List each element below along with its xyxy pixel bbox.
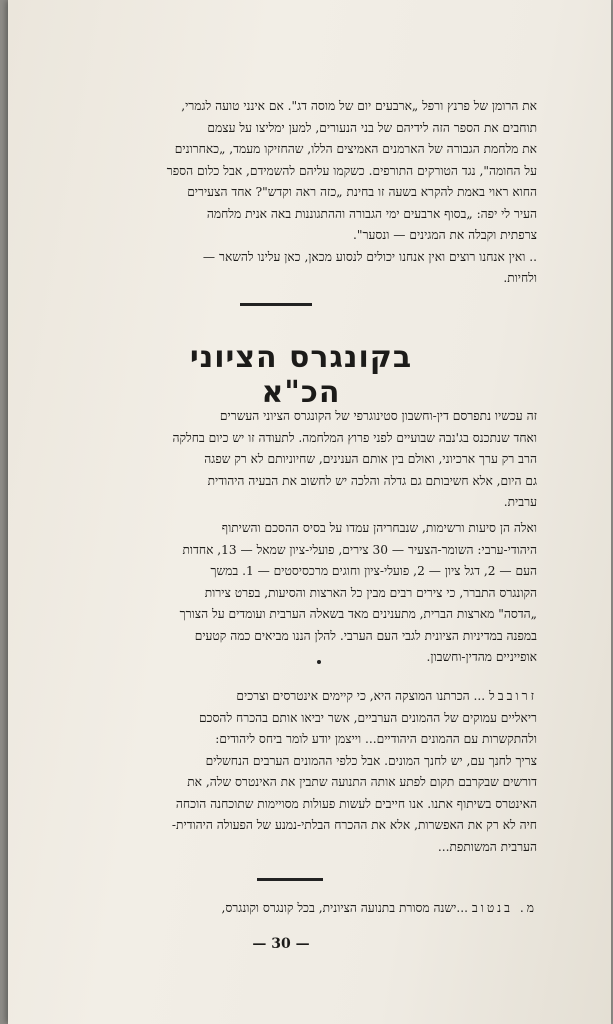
text-line: גם היום, אלא חשיבותם גם גדלה והלכה יש לחשוב את הבעיה היהודית — [207, 473, 537, 488]
text-line: אופייניים מהדין-וחשבון. — [426, 650, 537, 664]
text-line: את מלחמת הגבורה של הארמנים האמיצים הללו, שהחזיקו מעמד, „כאחרונים — [174, 142, 537, 156]
text-line — [107, 686, 537, 708]
intro-paragraph — [107, 96, 537, 290]
text-line: הרב רק ערך ארכיוני, ואולם בין אותם הענינים, שחיוניותם לא רק שפגה — [204, 452, 537, 466]
text-line: הערבית המשותפת... — [437, 839, 537, 854]
text-line: על החומה", נגד הטורקים התורפים. כשקמו עליהם להשמידם, אבל כלום הספר — [166, 163, 537, 178]
text-line: .. ואין אנחנו רוצים ואין אנחנו יכולים לנסוע מכאן, כאן עלינו להשאר — — [202, 249, 537, 264]
text-line: העיר לי יפה: „בסוף ארבעים ימי הגבורה וההתגוננות באה אנית מלחמה — [206, 206, 537, 221]
document-page — [8, 0, 611, 1024]
text-line: במפנה במדיניות הציונית לגבי העם הערבי. להלן הננו מביאים כמה קטעים — [194, 628, 537, 643]
text-line: את הרומן של פרנץ ורפל „ארבעים יום של מוסה דג". אם אינני טועה לגמרי, — [181, 99, 537, 113]
text-line: תוחבים את הספר הזה לידיהם של בני הנעורים, למען ימליצו על עצמם — [207, 120, 537, 135]
quote-text: ...ישנה מסורת בתנועה הציונית, בכל קונגרס וקונגרס, — [221, 901, 468, 915]
text-line: צריך לחנך עם, יש לחנך המונים. אבל כלפי ההמונים הערבים הנחשלים — [205, 753, 537, 768]
section-divider — [240, 303, 312, 306]
text-line: העם — 2, דגל ציון — 2, פועלי-ציון וחוגים מרכסיסטים — 1. במשך — [210, 564, 537, 578]
text-line: ולחיות. — [503, 271, 537, 285]
text-line: האינטרס בשיתוף אתנו. אנו חייבים לעשות פעולות מסויימות שתוכחנה הוכחה — [175, 796, 537, 811]
section-title: בקונגרס הציוני הכ"א — [189, 340, 413, 410]
factions-paragraph — [107, 518, 537, 669]
quote-divider — [257, 878, 323, 881]
text-line: הקונגרס התברר, כי צירים רבים מבין כל הארצות והסיעות, בפרט צירות — [204, 585, 537, 600]
text-line: החוא ראוי באמת להקרא בשעה זו בחינת „כזה ראה וקדש"? אחד הצעירים — [187, 185, 537, 199]
speaker-name: זרובבל — [489, 689, 537, 703]
page-number: — 30 — — [252, 936, 310, 952]
text-line: היהודי-ערבי: השומר-הצעיר — 30 צירים, פועלי-ציון שמאל — 13, אחדות — [182, 542, 537, 557]
speaker-name: מ. בנטוב — [471, 901, 537, 915]
separator-dot — [317, 660, 321, 664]
report-paragraph — [107, 406, 537, 514]
text-line: ריאליים עמוקים של ההמונים הערביים, אשר יביאו אותם בהכרח להסכם — [198, 710, 537, 725]
text-line: „הדסה" מארצות הברית, מתענינים מאד בשאלה הערבית ועומדים על הצורך — [179, 607, 537, 621]
text-line: דורשים שבקרבם תקום לפתע אותה התנועה שתבין את האינטרס שלה, את — [187, 775, 537, 789]
text-line: ואחד שנתכנס בג'נבה שבועיים לפני פרוץ המלחמה. לתעודה זו יש כיום בחלקה — [172, 430, 537, 445]
quote-zerubavel — [107, 686, 537, 858]
quote-bentov — [107, 898, 537, 920]
text-line: חיה לא רק את האפשרות, אלא את ההכרח הבלתי-נמנע של הפעולה היהודית- — [171, 818, 537, 832]
quote-text: ... הכרתנו המוצקה היא, כי קיימים אינטרסים וצרכים — [236, 689, 486, 703]
text-line: ואלה הן סיעות ורשימות, שנבחריהן עמדו על בסיס ההסכם והשיתוף — [221, 521, 537, 535]
text-line: ערבית. — [503, 495, 537, 509]
text-line — [107, 898, 537, 920]
text-line: זה עכשיו נתפרסם דין-וחשבון סטינוגרפי של הקונגרס הציוני העשרים — [219, 409, 537, 423]
text-line: צרפתית וקבלה את המגינים — ונסער". — [353, 228, 537, 242]
text-line: ולהתקשרות עם ההמונים היהודיים... וייצמן יודע לומר ביחס ליהודים: — [215, 732, 537, 746]
